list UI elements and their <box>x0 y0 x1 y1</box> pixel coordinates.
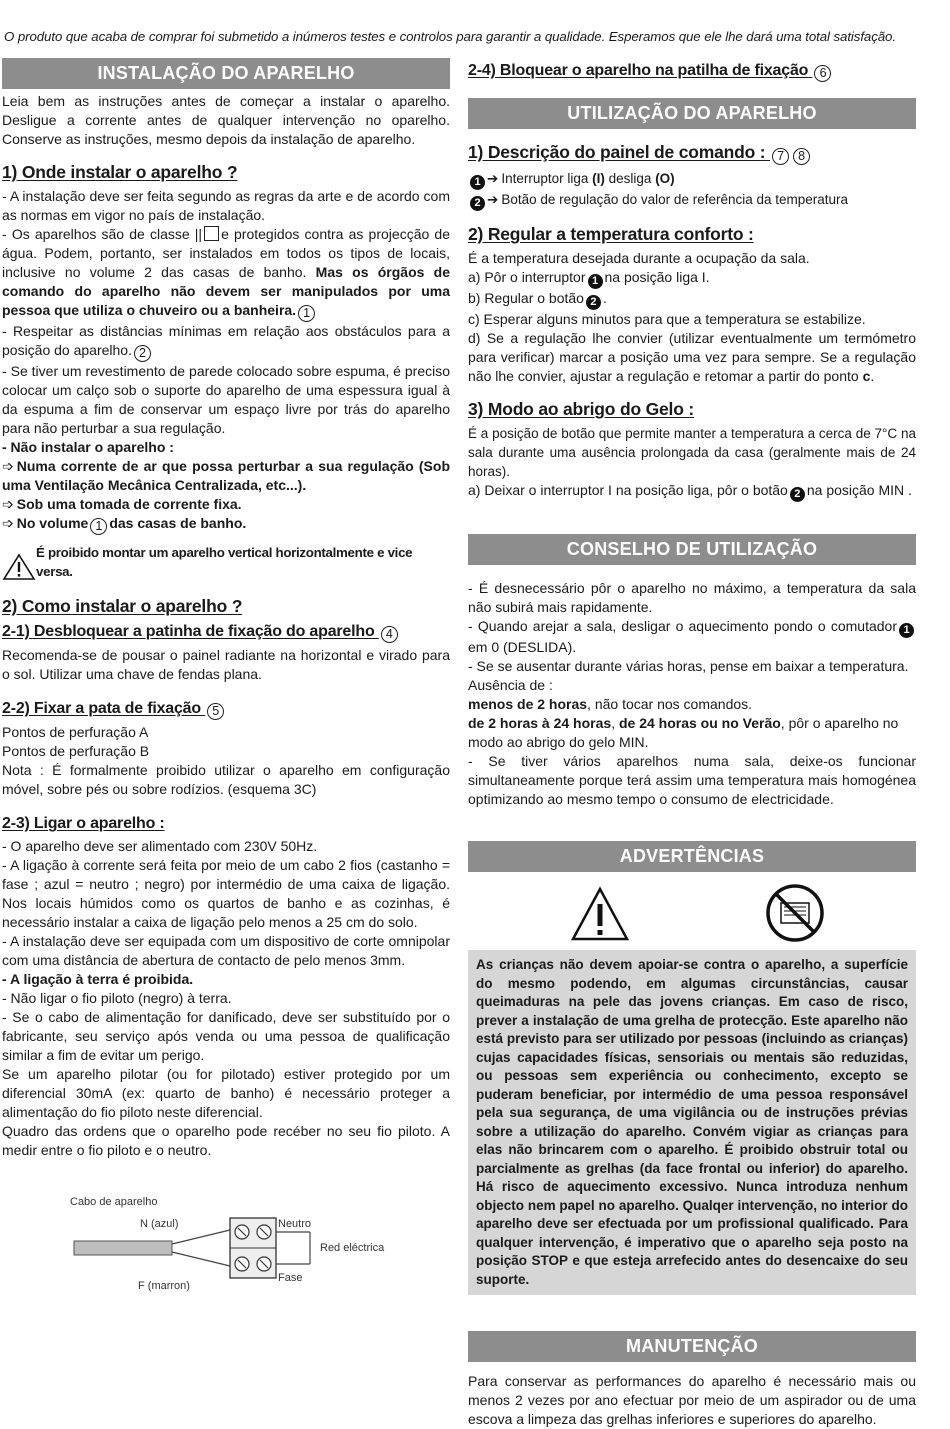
left-column <box>2 58 450 1296</box>
s23-f: - Se o cabo de alimentação for danificado, deve ser substituído por o fabricante, seu serviço após venda ou uma pessoa de qualificação similar a fim de evitar um perigo. <box>2 1009 450 1063</box>
warning-triangle-icon <box>2 553 36 581</box>
s1-h: ➩ No volume 1 das casas de banho. <box>2 515 247 533</box>
s1-d: - Se tiver um revestimento de parede colocado sobre espuma, é preciso colocar um calço sob o suporte do aparelho de uma espessura igual à da espuma a fim de conservar um espaço livre por trás do aparelho para não perturbar a sua regulação. <box>2 363 450 436</box>
banner-instalacao: INSTALAÇÃO DO APARELHO <box>2 58 450 89</box>
section-2-3: 2-3) Ligar o aparelho : <box>2 815 165 832</box>
arrow-icon: ➩ <box>2 515 14 531</box>
ref-filled-2: 2 <box>790 487 805 502</box>
s23-d: - A ligação à terra é proibida. <box>2 971 194 987</box>
ref-filled-2: 2 <box>586 295 601 310</box>
s22-b: Pontos de perfuração B <box>2 743 150 759</box>
d3-b: a) Deixar o interruptor I na posição liga, pôr o botão 2 na posição MIN . <box>468 482 912 500</box>
s23-a: - O aparelho deve ser alimentado com 230V 50Hz. <box>2 838 318 854</box>
s1-e: - Não instalar o aparelho : <box>2 439 174 455</box>
s23-b: - A ligação à corrente será feita por meio de um cabo 2 fios (castanho = fase ; azul = neutro ; negro) por intermédio de uma caixa de ligação. Nos locais húmidos como os quartos de banho e as cozinhas, é necessário instalar a caixa de ligação pelo menos a 25 cm do solo. <box>2 857 450 930</box>
s22-a: Pontos de perfuração A <box>2 724 149 740</box>
section-2-1: 2-1) Desbloquear a patinha de fixação do aparelho 4 <box>2 621 450 643</box>
c-d: menos de 2 horas, não tocar nos comandos. <box>468 696 753 712</box>
d1-a: 1 ➔ Interruptor liga (I) desliga (O) <box>468 169 916 190</box>
label-neutro: Neutro <box>278 1218 312 1230</box>
ref-circle-8: 8 <box>793 148 810 165</box>
section-como-instalar: 2) Como instalar o aparelho ? <box>2 596 243 616</box>
ref-circle-1: 1 <box>298 305 315 322</box>
ref-circle-7: 7 <box>772 148 789 165</box>
s1-a: - A instalação deve ser feita segundo as regras da arte e de acordo com as normas em vigor no país de instalação. <box>2 188 450 223</box>
ref-filled-2: 2 <box>470 196 485 211</box>
warning-icons-row <box>468 872 916 950</box>
d2-c: b) Regular o botão 2 . <box>468 290 607 308</box>
ref-circle-4: 4 <box>381 626 398 643</box>
s23-e: - Não ligar o fio piloto (negro) à terra. <box>2 990 232 1006</box>
section-2-2: 2-2) Fixar a pata de fixação 5 <box>2 698 450 720</box>
right-column <box>468 60 916 1429</box>
s1-b: - Os aparelhos são de classe || e protegidos contra as projecção de água. Podem, portanto, ser instalados em todos os tipos de locais, inclusive no volume 2 das casas de banho. Mas os órgãos de comando do aparelho não devem ser manipulados por uma pessoa que utiliza o chuveiro ou a banheira. 1 <box>2 226 450 320</box>
ref-filled-1: 1 <box>588 274 603 289</box>
arrow-right-icon: ➔ <box>487 192 499 207</box>
s1-g: ➩ Sob uma tomada de corrente fixa. <box>2 496 242 512</box>
c-a: - É desnecessário pôr o aparelho no máximo, a temperatura da sala não subirá mais rapidamente. <box>468 580 916 615</box>
s23-c: - A instalação deve ser equipada com um dispositivo de corte omnipolar com uma distância de abertura de contacto de pelo menos 3mm. <box>2 933 450 968</box>
label-red-electrica: Red eléctrica <box>320 1242 385 1254</box>
section-2-4: 2-4) Bloquear o aparelho na patilha de fixação 6 <box>468 60 916 82</box>
arrow-icon: ➩ <box>2 496 14 512</box>
label-fase: Fase <box>278 1272 303 1284</box>
ref-circle-5: 5 <box>207 703 224 720</box>
ref-circle-6: 6 <box>814 65 831 82</box>
label-f-marron: F (marron) <box>138 1280 190 1292</box>
d3-a: É a posição de botão que permite manter a temperatura a cerca de 7°C na sala durante uma ausência prolongada da casa (geralmente mais de 24 horas). <box>468 426 916 479</box>
c-c: - Se se ausentar durante várias horas, pense em baixar a temperatura. Ausência de : <box>468 658 909 693</box>
ref-circle-1: 1 <box>90 518 107 535</box>
s1-f: ➩ Numa corrente de ar que possa perturbar a sua regulação (Sob uma Ventilação Mecânica Centralizada, etc...). <box>2 458 450 493</box>
hazard-triangle-icon <box>570 886 630 942</box>
section-modo-gelo: 3) Modo ao abrigo do Gelo : <box>468 399 694 419</box>
c-f: - Se tiver vários aparelhos numa sala, deixe-os funcionar simultaneamente porque terá assim uma temperatura mais homogénea optimizando ao mesmo tempo o consumo de electricidade. <box>468 753 916 807</box>
intro-text: O produto que acaba de comprar foi submetido a inúmeros testes e controlos para garantir a qualidade. Esperamos que ele lhe dará uma total satisfação. <box>4 29 896 44</box>
d2-e: d) Se a regulação lhe convier (utilizar eventualmente um termómetro para verificar) marcar a posição uma vez para sempre. Se a regulação não lhe convier, ajustar a regulação e retomar a partir do ponto c. <box>468 330 916 384</box>
banner-conselho: CONSELHO DE UTILIZAÇÃO <box>468 534 916 565</box>
wiring-diagram <box>2 1196 450 1296</box>
label-cabo: Cabo de aparelho <box>70 1196 158 1208</box>
ref-filled-1: 1 <box>470 175 485 190</box>
warnings-box: As crianças não devem apoiar-se contra o aparelho, a superfície do mesmo podendo, em algumas circunstâncias, causar queimaduras na pele das jovens crianças. Em caso de risco, prever a instalação de uma grelha de protecção. Este aparelho não está previsto para ser utilizado por pessoas (incluindo as crianças) cujas capacidades físicas, sensoriais ou mentais são reduzidas, ou pessoas sem experiência ou conhecimento, excepto se puderam beneficiar, por intermédio de uma pessoa responsável pela sua segurança, de uma vigilância ou de instruções prévias sobre a utilização do aparelho. Convém vigiar as crianças para elas não brincarem com o aparelho. É proibido obstruir total ou parcialmente as grelhas (da face frontal ou inferior) do aparelho. Há risco de aquecimento excessivo. Nunca introduza nenhum objecto nem papel no aparelho. Qualqer intervenção, no interior do aparelho deve ser efectuada por um profissional qualificado. Para qualquer intervenção, é imperativo que o aparelho seja posto na posição STOP e que esteja arrefecido antes do desencaixe do seu suporte. <box>468 950 916 1295</box>
ref-filled-1: 1 <box>899 623 914 638</box>
install-intro: Leia bem as instruções antes de começar a instalar o aparelho. Desligue a corrente antes de qualquer intervenção no oparelho. Conserve as instruções, mesmo depois da instalação de aparelho. <box>2 93 450 147</box>
class-ii-square-icon <box>204 226 219 241</box>
warning-text: É proibido montar um aparelho vertical horizontalmente e vice versa. <box>36 545 413 579</box>
maintenance-text: Para conservar as performances do aparelho é necessário mais ou menos 2 vezes por ano efectuar por meio de um aspirador ou de uma escova a limpeza das grelhas inferiores e superiores do aparelho. <box>468 1373 916 1427</box>
banner-utilizacao: UTILIZAÇÃO DO APARELHO <box>468 98 916 129</box>
section-regular-temperatura: 2) Regular a temperatura conforto : <box>468 224 754 244</box>
banner-manutencao: MANUTENÇÃO <box>468 1331 916 1362</box>
arrow-right-icon: ➔ <box>487 171 499 186</box>
section-onde-instalar: 1) Onde instalar o aparelho ? <box>2 162 238 182</box>
arrow-icon: ➩ <box>2 458 14 474</box>
label-n-azul: N (azul) <box>140 1218 179 1230</box>
c-b: - Quando arejar a sala, desligar o aquecimento pondo o comutador 1em 0 (DESLIDA). <box>468 617 916 657</box>
d2-b: a) Pôr o interruptor 1 na posição liga I. <box>468 269 710 287</box>
s1-c: - Respeitar as distâncias mínimas em relação aos obstáculos para a posição do aparelho. 2 <box>2 323 450 360</box>
c-e: de 2 horas à 24 horas, de 24 horas ou no Verão, pôr o aparelho no modo ao abrigo do gelo MIN. <box>468 715 899 750</box>
do-not-cover-icon <box>764 882 826 944</box>
d1-b: 2 ➔ Botão de regulação do valor de referência da temperatura <box>468 190 916 211</box>
banner-advertencias: ADVERTÊNCIAS <box>468 841 916 872</box>
ref-circle-2: 2 <box>134 345 151 362</box>
d2-a: É a temperatura desejada durante a ocupação da sala. <box>468 250 810 266</box>
d2-d: c) Esperar alguns minutos para que a temperatura se estabilize. <box>468 311 866 327</box>
warning-line <box>2 543 450 581</box>
s21-p: Recomenda-se de pousar o painel radiante na horizontal e virado para o sol. Utilizar uma chave de fendas plana. <box>2 647 450 682</box>
s23-h: Quadro das ordens que o oparelho pode recéber no seu fio piloto. A medir entre o fio piloto e o neutro. <box>2 1123 450 1158</box>
s23-g: Se um aparelho pilotar (ou for pilotado) estiver protegido por um diferencial 30mA (ex: quarto de banho) é necessário proteger a alimentação do fio piloto neste diferencial. <box>2 1066 450 1120</box>
s22-c: Nota : É formalmente proibido utilizar o aparelho em configuração móvel, sobre pés ou sobre rodízios. (esquema 3C) <box>2 762 450 797</box>
section-descricao-painel: 1) Descrição do painel de comando : 7 8 <box>468 141 916 165</box>
